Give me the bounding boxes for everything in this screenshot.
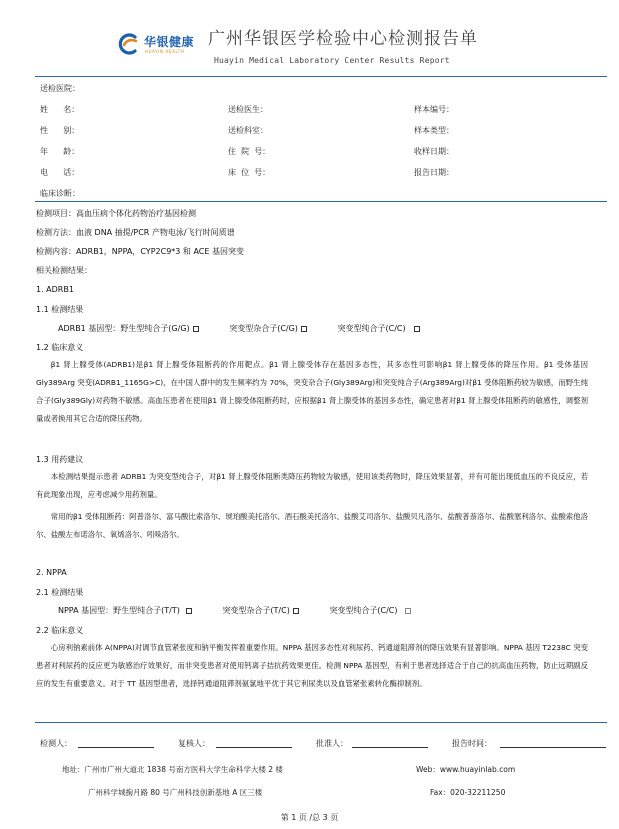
checkbox-gg <box>193 326 199 332</box>
test-item: 检测项目：高血压病个体化药物治疗基因检测 <box>36 209 196 218</box>
header-divider <box>35 76 607 77</box>
nppa-option-tt: 野生型纯合子(T/T) <box>113 606 180 615</box>
report-time-line <box>500 747 606 748</box>
approver-line <box>352 747 428 748</box>
age-label: 年 龄： <box>40 147 80 156</box>
report-title-english: Huayin Medical Laboratory Center Results Report <box>214 56 450 65</box>
section-1-3-heading: 1.3 用药建议 <box>36 455 84 464</box>
name-label: 姓 名： <box>40 105 80 114</box>
test-content: 检测内容：ADRB1，NPPA，CYP2C9*3 和 ACE 基因突变 <box>36 247 244 256</box>
website: Web：www.huayinlab.com <box>416 765 516 774</box>
nppa-clinical-text: 心房利钠素前体 A(NPPA)对调节血管紧张度和钠平衡发挥着重要作用。NPPA 基因多态性对利尿药、钙通道阻滞剂的降压效果有显著影响。NPPA 基因 T2238C 突变患者对利尿药的反应更为敏感治疗效果好，而非突变患者对使用钙离子拮抗药效果更佳。检测 NPPA 基因型，有利于患者选择适合于自己的抗高血压药物，防止远期副反应的发生有重要意义。对于 TT 基因型患者，选择钙通道阻滞剂氨氯地平优于其它利尿类以及血管紧张素转化酶抑制剂。 <box>36 643 588 688</box>
checkbox-tc <box>293 608 299 614</box>
receive-date-label: 收样日期： <box>414 147 454 156</box>
report-header <box>0 0 619 78</box>
section-1-1-heading: 1.1 检测结果 <box>36 305 84 314</box>
logo-text: 华银健康 <box>144 35 195 49</box>
adrb1-genotype-label: ADRB1 基因型： <box>58 324 121 333</box>
nppa-option-cc: 突变型纯合子(C/C) <box>329 606 398 615</box>
checkbox-cc-nppa <box>405 608 411 614</box>
doctor-label: 送检医生： <box>228 105 268 114</box>
adrb1-option-gg: 野生型纯合子(G/G) <box>120 324 190 333</box>
adrb1-advice-text: 本检测结果提示患者 ADRB1 为突变型纯合子，对β1 肾上腺受体阻断类降压药物较为敏感，使用该类药物时，降压效果显著，并有可能出现低血压的不良反应，若有此现象出现，应考虑减少用药剂量。 <box>36 472 588 499</box>
bed-no-label: 床 位 号： <box>228 168 271 177</box>
checkbox-cg <box>301 326 307 332</box>
report-title: 广州华银医学检验中心检测报告单 <box>208 29 478 49</box>
adrb1-clinical-text: β1 肾上腺受体(ADRB1)是β1 肾上腺受体阻断药的作用靶点。β1 肾上腺受体存在基因多态性，其多态性可影响β1 肾上腺受体的降压作用。β1 受体基因 Gly389Arg 突变(ADRB1_1165G>C)，在中国人群中的发生频率约为 70%，突变杂合子(Gly389Arg)和突变纯合子(Arg389Arg)对β1 受体阻断药较为敏感，而野生纯合子(Gly389Gly)对药物不敏感。高血压患者在使用β1 肾上腺受体阻断药时，应根据β1 肾上腺受体的基因多态性，确定患者对β1 肾上腺受体阻断药的敏感性，调整剂量或者换用其它合适的降压药物。 <box>36 360 588 423</box>
checkbox-cc <box>414 326 420 332</box>
report-time-label: 报告时间： <box>452 739 492 748</box>
inpatient-no-label: 住 院 号： <box>228 147 271 156</box>
nppa-genotype-row <box>58 605 618 616</box>
section-2-1-heading: 2.1 检测结果 <box>36 588 84 597</box>
adrb1-option-cc: 突变型纯合子(C/C) <box>337 324 406 333</box>
sex-label: 性 别： <box>40 126 80 135</box>
address-2: 广州科学城掬月路 80 号广州科技创新基地 A 区三楼 <box>88 788 263 797</box>
hospital-label: 送检医院： <box>40 84 80 93</box>
section-2-2-heading: 2.2 临床意义 <box>36 626 84 635</box>
footer-divider <box>35 722 607 723</box>
info-divider <box>35 201 607 202</box>
nppa-option-tc: 突变型杂合子(T/C) <box>222 606 290 615</box>
sample-type-label: 样本类型： <box>414 126 454 135</box>
tester-line <box>78 747 154 748</box>
logo-subtext: HUAYIN HEALTH <box>145 49 185 54</box>
logo <box>116 30 202 58</box>
fax: Fax：020-32211250 <box>430 788 506 797</box>
sample-no-label: 样本编号： <box>414 105 454 114</box>
adrb1-option-cg: 突变型杂合子(C/G) <box>229 324 298 333</box>
adrb1-genotype-row <box>58 323 618 334</box>
adrb1-drugs-text: 常用的β1 受体阻断药：阿普洛尔、富马酸比索洛尔、琥珀酸美托洛尔、酒石酸美托洛尔、盐酸艾司洛尔、盐酸贝凡洛尔、盐酸普萘洛尔、盐酸塞利洛尔、盐酸索他洛尔、盐酸左布诺洛尔、氧烯洛尔、吲哚洛尔。 <box>36 512 588 539</box>
test-method: 检测方法：血液 DNA 抽提/PCR 产物电泳/飞行时间质谱 <box>36 228 235 237</box>
department-label: 送检科室： <box>228 126 268 135</box>
section-nppa-title: 2. NPPA <box>36 568 67 577</box>
section-adrb1-title: 1. ADRB1 <box>36 285 74 294</box>
reviewer-label: 复核人： <box>178 739 210 748</box>
phone-label: 电 话： <box>40 168 80 177</box>
checkbox-tt <box>186 608 192 614</box>
logo-icon <box>116 32 140 56</box>
diagnosis-label: 临床诊断： <box>40 189 80 198</box>
results-title: 相关检测结果： <box>36 266 92 275</box>
section-1-2-heading: 1.2 临床意义 <box>36 343 84 352</box>
tester-label: 检测人： <box>40 739 72 748</box>
report-date-label: 报告日期： <box>414 168 454 177</box>
page-number: 第 1 页 /总 3 页 <box>280 813 339 822</box>
reviewer-line <box>216 747 292 748</box>
address-1: 地址：广州市广州大道北 1838 号南方医科大学生命科学大楼 2 楼 <box>62 765 283 774</box>
nppa-genotype-label: NPPA 基因型： <box>58 606 114 615</box>
approver-label: 批准人： <box>316 739 348 748</box>
